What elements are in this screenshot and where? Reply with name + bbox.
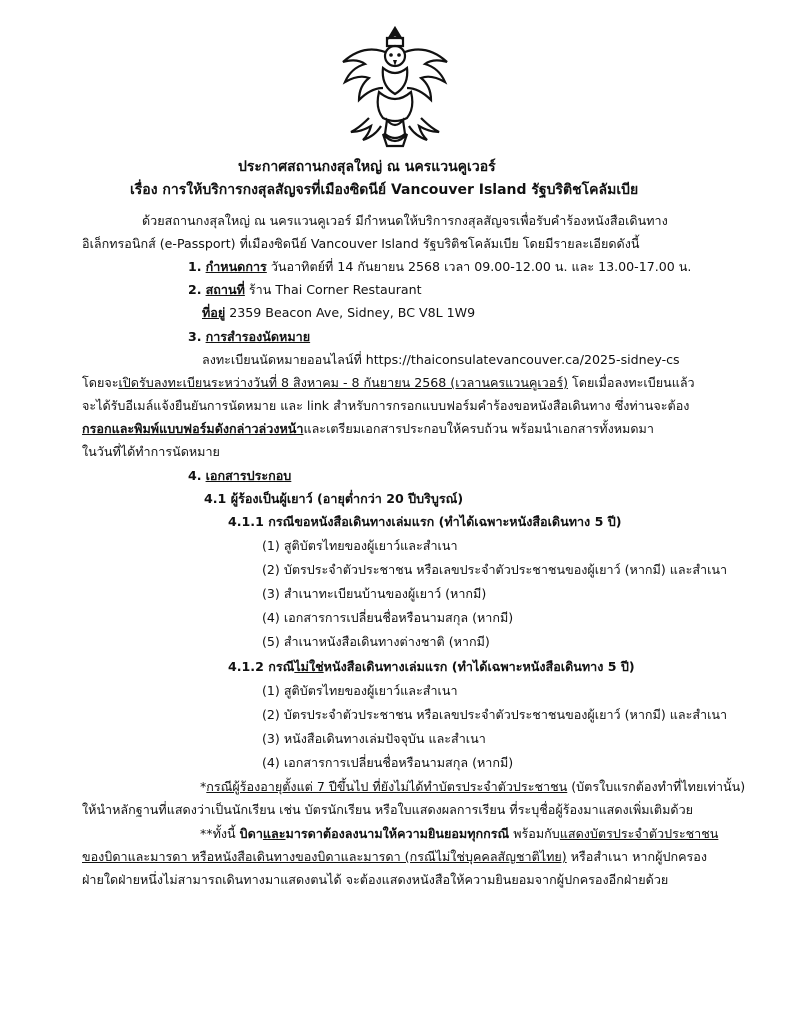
note-bold: มารดาต้องลงนามให้ความยินยอมทุกกรณี	[285, 826, 510, 841]
note-emphasis: แสดงบัตรประจำตัวประชาชน	[559, 826, 719, 841]
booking-line: ในวันที่ได้ทำการนัดหมาย	[82, 444, 220, 459]
documents-number: 4.	[188, 468, 202, 483]
note-emphasis: ของบิดาและมารดา หรือหนังสือเดินทางของบิดาและมารดา (กรณีไม่ใช่บุคคลสัญชาติไทย)	[82, 849, 567, 864]
address-label: ที่อยู่	[202, 305, 226, 320]
booking-text: และเตรียมเอกสารประกอบให้ครบถ้วน พร้อมนำเอกสารทั้งหมดมา	[303, 421, 654, 436]
venue-label: สถานที่	[205, 282, 245, 297]
booking-number: 3.	[188, 329, 202, 344]
note-marker: *	[200, 779, 207, 794]
venue-item	[188, 281, 422, 298]
address-text: 2359 Beacon Ave, Sidney, BC V8L 1W9	[225, 305, 476, 320]
list-item: (2) บัตรประจำตัวประชาชน หรือเลขประจำตัวประชาชนของผู้เยาว์ (หากมี) และสำเนา	[262, 707, 728, 722]
note-one	[200, 778, 745, 795]
announcement-title: ประกาศสถานกงสุลใหญ่ ณ นครแวนคูเวอร์	[238, 159, 496, 175]
documents-label: เอกสารประกอบ	[205, 468, 292, 483]
booking-line: จะได้รับอีเมล์แจ้งยืนยันการนัดหมาย และ link สำหรับการกรอกแบบฟอร์มคำร้องขอหนังสือเดินทาง ซึ่งท่านจะต้อง	[82, 398, 690, 413]
documents-subsection: 4.1 ผู้ร้องเป็นผู้เยาว์ (อายุต่ำกว่า 20 ปีบริบูรณ์)	[204, 491, 464, 506]
list-item: (3) หนังสือเดินทางเล่มปัจจุบัน และสำเนา	[262, 731, 486, 746]
note-text: หรือสำเนา หากผู้ปกครอง	[566, 849, 707, 864]
note-two	[200, 825, 718, 842]
list-item: (4) เอกสารการเปลี่ยนชื่อหรือนามสกุล (หากมี)	[262, 755, 514, 770]
note-bold: บิดา	[239, 826, 263, 841]
booking-text: โดยจะ	[82, 375, 119, 390]
note-emphasis: กรณีผู้ร้องอายุตั้งแต่ 7 ปีขึ้นไป ที่ยังไม่ได้ทำบัตรประจำตัวประชาชน	[206, 779, 568, 794]
case-prefix: 4.1.2 กรณี	[228, 659, 295, 674]
note-bold: และ	[262, 826, 286, 841]
announcement-subject: เรื่อง การให้บริการกงสุลสัญจรที่เมืองซิดนีย์ Vancouver Island รัฐบริติชโคลัมเบีย	[130, 182, 639, 198]
documents-item	[188, 467, 291, 484]
schedule-number: 1.	[188, 259, 202, 274]
intro-line: ด้วยสถานกงสุลใหญ่ ณ นครแวนคูเวอร์ มีกำหนดให้บริการกงสุลสัญจรเพื่อรับคำร้องหนังสือเดินทาง	[142, 213, 668, 228]
booking-period-line	[82, 374, 695, 391]
venue-number: 2.	[188, 282, 202, 297]
note-marker: **ทั้งนี้	[200, 826, 240, 841]
note-line: ฝ่ายใดฝ่ายหนึ่งไม่สามารถเดินทางมาแสดงตนได้ จะต้องแสดงหนังสือให้ความยินยอมจากผู้ปกครองอีกฝ่ายด้วย	[82, 872, 669, 887]
list-item: (1) สูติบัตรไทยของผู้เยาว์และสำเนา	[262, 683, 458, 698]
booking-form-line	[82, 420, 654, 437]
booking-text: โดยเมื่อลงทะเบียนแล้ว	[568, 375, 695, 390]
intro-line: อิเล็กทรอนิกส์ (e-Passport) ที่เมืองซิดนีย์ Vancouver Island รัฐบริติชโคลัมเบีย โดยมีรายละเอียดดังนี้	[82, 236, 640, 251]
garuda-emblem	[333, 22, 457, 150]
list-item: (1) สูติบัตรไทยของผู้เยาว์และสำเนา	[262, 538, 458, 553]
registration-period: เปิดรับลงทะเบียนระหว่างวันที่ 8 สิงหาคม - 8 กันยายน 2568 (เวลานครแวนคูเวอร์)	[118, 375, 568, 390]
schedule-label: กำหนดการ	[205, 259, 267, 274]
booking-url-line: ลงทะเบียนนัดหมายออนไลน์ที่ https://thaiconsulatevancouver.ca/2025-sidney-cs	[202, 352, 680, 367]
list-item: (3) สำเนาทะเบียนบ้านของผู้เยาว์ (หากมี)	[262, 586, 487, 601]
schedule-text: วันอาทิตย์ที่ 14 กันยายน 2568 เวลา 09.00-12.00 น. และ 13.00-17.00 น.	[266, 259, 692, 274]
note-text: พร้อมกับ	[509, 826, 560, 841]
schedule-item	[188, 258, 691, 275]
venue-address	[202, 304, 475, 321]
list-item: (2) บัตรประจำตัวประชาชน หรือเลขประจำตัวประชาชนของผู้เยาว์ (หากมี) และสำเนา	[262, 562, 728, 577]
note-text: (บัตรใบแรกต้องทำที่ไทยเท่านั้น)	[567, 779, 746, 794]
form-instruction: กรอกและพิมพ์แบบฟอร์มดังกล่าวล่วงหน้า	[82, 421, 304, 436]
booking-item	[188, 328, 310, 345]
list-item: (4) เอกสารการเปลี่ยนชื่อหรือนามสกุล (หากมี)	[262, 610, 514, 625]
venue-text: ร้าน Thai Corner Restaurant	[244, 282, 422, 297]
note-line: ให้นำหลักฐานที่แสดงว่าเป็นนักเรียน เช่น บัตรนักเรียน หรือใบแสดงผลการเรียน ที่ระบุชื่อผู้ร้องมาแสดงเพิ่มเติมด้วย	[82, 802, 694, 817]
case-heading	[228, 658, 635, 675]
booking-label: การสำรองนัดหมาย	[205, 329, 311, 344]
case-emphasis: ไม่ใช่	[294, 659, 324, 674]
note-line	[82, 848, 707, 865]
case-suffix: หนังสือเดินทางเล่มแรก (ทำได้เฉพาะหนังสือเดินทาง 5 ปี)	[323, 659, 635, 674]
list-item: (5) สำเนาหนังสือเดินทางต่างชาติ (หากมี)	[262, 634, 490, 649]
case-heading: 4.1.1 กรณีขอหนังสือเดินทางเล่มแรก (ทำได้เฉพาะหนังสือเดินทาง 5 ปี)	[228, 514, 622, 529]
